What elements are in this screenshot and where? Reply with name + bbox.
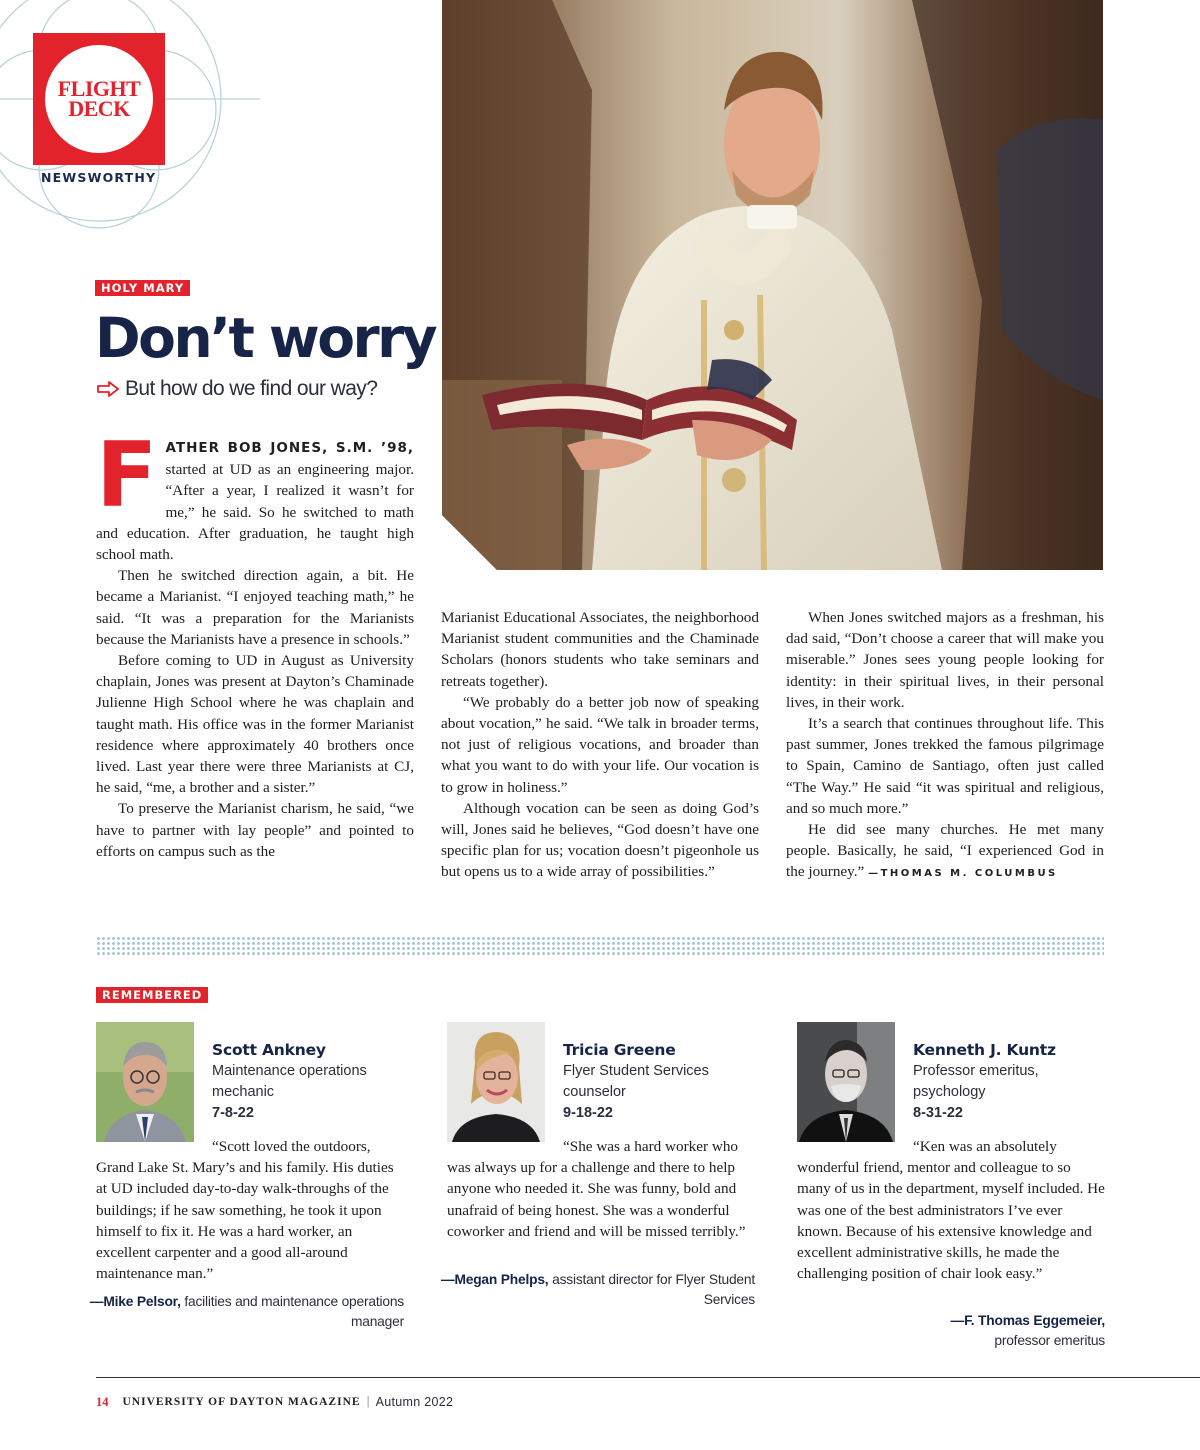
- obituary-meta: [212, 1039, 412, 1124]
- section-label: NEWSWORTHY: [41, 170, 157, 185]
- footer-separator: |: [366, 1396, 370, 1408]
- person-name: Tricia Greene: [563, 1041, 676, 1059]
- obituary-scott-ankney: [89, 1022, 404, 1367]
- attribution-title: professor emeritus: [994, 1332, 1105, 1348]
- article-paragraph: “We probably do a better job now of speaking about vocation,” he said. “We talk in broader terms, not just of religious vocations, and broader than what you want to do with your life. Our vocation is to grow in holiness.”: [441, 693, 759, 796]
- portrait-photo: [797, 1022, 895, 1142]
- quote-attribution: [785, 1311, 1105, 1350]
- article-tag: HOLY MARY: [95, 280, 190, 296]
- flight-deck-logo: [33, 33, 165, 165]
- person-role: Maintenance operations mechanic: [212, 1063, 367, 1100]
- portrait-photo: [96, 1022, 194, 1142]
- logo-circle: [45, 45, 153, 153]
- article-column-3: [786, 607, 1104, 885]
- quote-text: “Scott loved the outdoors, Grand Lake St. Mary’s and his family. His duties at UD included day-to-day walk-throughs of the buildings; if he saw something, he took it upon himself to fix it. He was a hard worker, an excellent carpenter and a good all-around maintenance man.”: [96, 1138, 394, 1283]
- person-role: Professor emeritus, psychology: [913, 1063, 1039, 1100]
- paragraph-text: started at UD as an engineering major. “After a year, I realized it wasn’t for me,” he said. So he switched to math and education. After graduation, he taught high school math.: [96, 461, 414, 564]
- paragraph-text: He did see many churches. He met many people. Basically, he said, “I experienced God in the journey.”: [786, 821, 1104, 881]
- headline: Don’t worry: [95, 306, 436, 370]
- article-paragraph: [96, 423, 414, 565]
- article-column-1: [96, 423, 414, 862]
- obituary-quote: [797, 1136, 1105, 1284]
- hero-photo: [442, 0, 1103, 570]
- quote-text: “She was a hard worker who was always up for a challenge and there to help anyone who needed it. She was funny, bold and unafraid of being honest. She was a wonderful coworker and friend and will be missed terribly.”: [447, 1138, 746, 1240]
- quote-attribution: [435, 1270, 755, 1309]
- attribution-title: assistant director for Flyer Student Services: [552, 1272, 755, 1307]
- article-paragraph: To preserve the Marianist charism, he said, “we have to partner with lay people” and pointed to efforts on campus such as the: [96, 800, 414, 860]
- deck: [97, 375, 437, 403]
- portrait-photo: [447, 1022, 545, 1142]
- issue-label: Autumn 2022: [375, 1395, 454, 1409]
- obituary-meta: [563, 1039, 763, 1124]
- attribution-name: —F. Thomas Eggemeier,: [950, 1313, 1105, 1328]
- person-name: Kenneth J. Kuntz: [913, 1041, 1056, 1059]
- page-footer: [96, 1394, 453, 1410]
- attribution-name: —Mike Pelsor,: [89, 1294, 181, 1309]
- article-paragraph: Marianist Educational Associates, the neighborhood Marianist student communities and the Chaminade Scholars (honors students who take seminars and retreats together).: [441, 609, 759, 690]
- quote-attribution: [84, 1292, 404, 1331]
- article-column-2: [441, 607, 759, 883]
- obituary-kenneth-kuntz: [797, 1022, 1105, 1367]
- person-name: Scott Ankney: [212, 1041, 326, 1059]
- article-paragraph: Although vocation can be seen as doing God’s will, Jones said he believes, “God doesn’t have one specific plan for us; vocation doesn’t pigeonhole us but opens us to a wide array of possibilities.”: [441, 799, 759, 881]
- lead-in: ATHER BOB JONES, S.M. ’98,: [165, 440, 414, 456]
- attribution-name: —Megan Phelps,: [440, 1272, 549, 1287]
- obituary-quote: [447, 1136, 755, 1242]
- obituary-quote: [96, 1136, 404, 1284]
- author-signature: —THOMAS M. COLUMBUS: [868, 868, 1058, 880]
- logo-line-1: FLIGHT: [57, 76, 141, 101]
- page-number: 14: [96, 1394, 109, 1409]
- article-paragraph: Before coming to UD in August as University chaplain, Jones was present at Dayton’s Chaminade Julienne High School where he was chaplain and taught math. His office was in the former Marianist residence where approximately 40 brothers once lived. Last year there were three Marianists at CJ, he said, “me, a brother and a sister.”: [96, 652, 414, 797]
- arrow-right-icon: [97, 381, 119, 397]
- deck-text: But how do we find our way?: [125, 377, 378, 400]
- quote-text: “Ken was an absolutely wonderful friend, mentor and colleague to so many of us in the department, myself included. He was one of the best administrators I’ve ever known. Because of his extensive knowledge and excellent administrative skills, he made the challenging position of chair look easy.”: [797, 1138, 1105, 1283]
- footer-rule: [96, 1377, 1200, 1378]
- article-paragraph: When Jones switched majors as a freshman, his dad said, “Don’t choose a career that will make you miserable.” Jones sees young people looking for identity: in their spiritual lives, in their personal lives, in their work.: [786, 609, 1104, 711]
- person-date: 7-8-22: [212, 1105, 254, 1121]
- logo-line-2: DECK: [68, 96, 130, 121]
- obituary-tricia-greene: [440, 1022, 755, 1367]
- person-date: 9-18-22: [563, 1105, 613, 1121]
- remembered-tag: REMEMBERED: [96, 987, 208, 1003]
- article-paragraph: [786, 819, 1104, 885]
- dotted-divider: [96, 936, 1104, 956]
- article-paragraph: Then he switched direction again, a bit. He became a Marianist. “I enjoyed teaching math,” he said. “It was a preparation for the Marianists because the Marianists have a presence in schools.”: [96, 567, 414, 648]
- magazine-name: UNIVERSITY OF DAYTON MAGAZINE: [122, 1396, 361, 1408]
- attribution-title: facilities and maintenance operations manager: [184, 1294, 404, 1329]
- person-date: 8-31-22: [913, 1105, 963, 1121]
- obituary-meta: [913, 1039, 1113, 1124]
- dropcap: F: [96, 423, 158, 528]
- person-role: Flyer Student Services counselor: [563, 1063, 709, 1100]
- article-paragraph: It’s a search that continues throughout life. This past summer, Jones trekked the famous pilgrimage to Spain, Camino de Santiago, often just called “The Way.” He said “it was spiritual and religious, and so much more.”: [786, 715, 1104, 817]
